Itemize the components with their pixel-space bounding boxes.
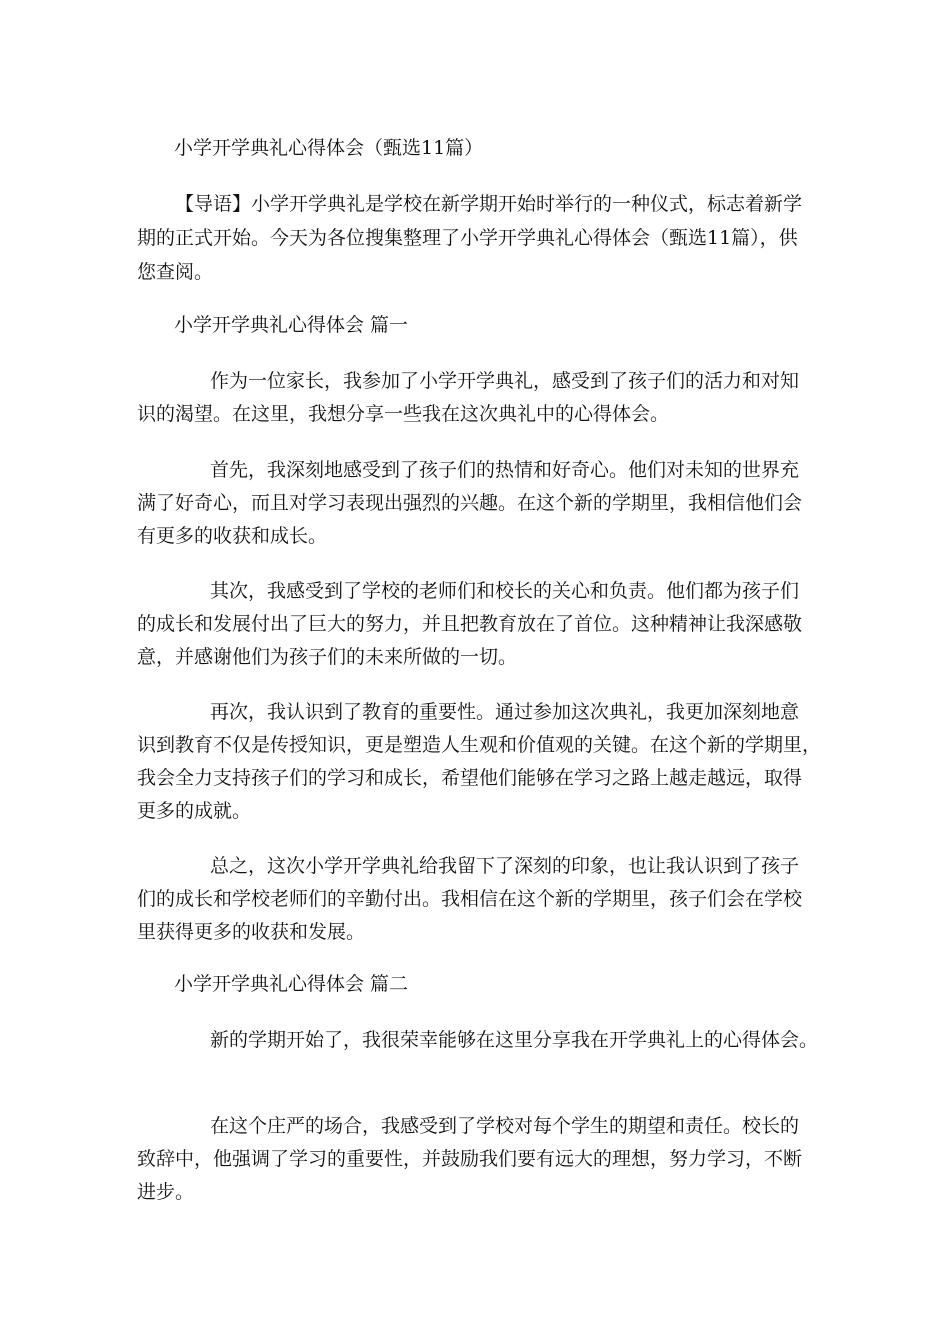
intro-line: 期的正式开始。今天为各位搜集整理了小学开学典礼心得体会（甄选11篇），供 [137,227,798,249]
paragraph-line: 我会全力支持孩子们的学习和成长，希望他们能够在学习之路上越走越远，取得 [137,767,803,789]
section-heading-2: 小学开学典礼心得体会 篇二 [174,973,409,995]
document-title: 小学开学典礼心得体会（甄选11篇） [174,137,484,159]
paragraph-line: 的成长和发展付出了巨大的努力，并且把教育放在了首位。这种精神让我深感敬 [137,613,803,635]
intro-line: 您查阅。 [137,261,214,283]
paragraph-line: 里获得更多的收获和发展。 [137,921,366,943]
paragraph-line: 更多的成就。 [137,800,252,822]
paragraph-line: 新的学期开始了，我很荣幸能够在这里分享我在开学典礼上的心得体会。 [210,1029,819,1051]
paragraph-line: 再次，我认识到了教育的重要性。通过参加这次典礼，我更加深刻地意 [210,701,800,723]
paragraph-line: 致辞中，他强调了学习的重要性，并鼓励我们要有远大的理想，努力学习，不断 [137,1148,803,1170]
paragraph-line: 们的成长和学校老师们的辛勤付出。我相信在这个新的学期里，孩子们会在学校 [137,888,803,910]
paragraph-line: 识的渴望。在这里，我想分享一些我在这次典礼中的心得体会。 [137,403,670,425]
paragraph-line: 进步。 [137,1181,195,1203]
paragraph-line: 其次，我感受到了学校的老师们和校长的关心和负责。他们都为孩子们 [210,580,800,602]
paragraph-line: 有更多的收获和成长。 [137,525,328,547]
paragraph-line: 作为一位家长，我参加了小学开学典礼，感受到了孩子们的活力和对知 [210,370,800,392]
paragraph-line: 识到教育不仅是传授知识，更是塑造人生观和价值观的关键。在这个新的学期里， [137,734,822,756]
paragraph-line: 首先，我深刻地感受到了孩子们的热情和好奇心。他们对未知的世界充 [210,459,800,481]
paragraph-line: 意，并感谢他们为孩子们的未来所做的一切。 [137,646,518,668]
paragraph-line: 在这个庄严的场合，我感受到了学校对每个学生的期望和责任。校长的 [210,1115,800,1137]
section-heading-1: 小学开学典礼心得体会 篇一 [174,314,409,336]
paragraph-line: 满了好奇心，而且对学习表现出强烈的兴趣。在这个新的学期里，我相信他们会 [137,492,803,514]
paragraph-line: 总之，这次小学开学典礼给我留下了深刻的印象，也让我认识到了孩子 [210,855,800,877]
intro-line: 【导语】小学开学典礼是学校在新学期开始时举行的一种仪式，标志着新学 [175,193,803,215]
